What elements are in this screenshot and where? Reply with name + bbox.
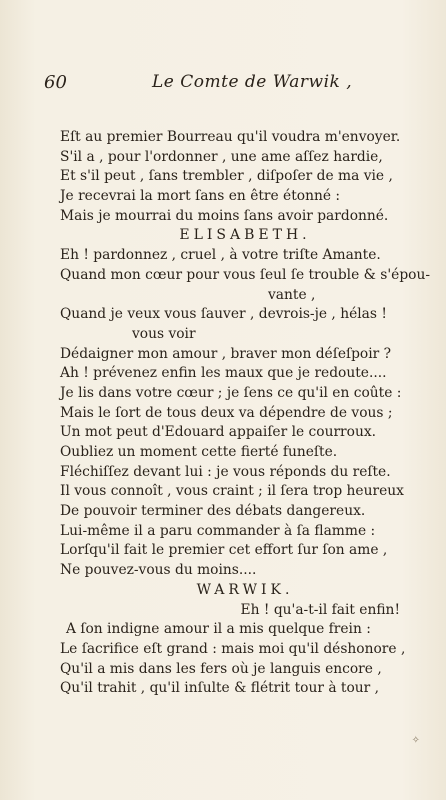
running-title: Le Comte de Warwik , [152,72,353,92]
page-header [44,72,404,94]
verse-line-continuation: vante , [268,286,316,303]
verse-line: Dédaigner mon amour , braver mon déſeſpoir ? [60,345,392,362]
speaker-name: WARWIK. [196,581,294,598]
verse-line: Qu'il trahit , qu'il inſulte & flétrit tour à tour , [60,680,380,697]
verse-line: Le ſacrifice eſt grand : mais moi qu'il déshonore , [60,640,406,657]
verse-line: A ſon indigne amour il a mis quelque frein : [66,621,371,638]
verse-line: Eſt au premier Bourreau qu'il voudra m'envoyer. [60,129,401,145]
verse-line-continuation: vous voir [132,325,196,342]
verse-line: Je lis dans votre cœur ; je ſens ce qu'il en coûte : [60,384,402,401]
verse-line: Fléchiſſez devant lui : je vous réponds du reſte. [60,463,391,480]
page-number: 60 [44,72,67,93]
verse-line: S'il a , pour l'ordonner , une ame aſſez hardie, [60,148,383,165]
verse-line: Mais je mourrai du moins ſans avoir pardonné. [60,207,389,224]
verse-line: Quand je veux vous ſauver , devrois-je , hélas ! [60,306,387,323]
verse-line: Mais le ſort de tous deux va dépendre de vous ; [60,404,393,421]
verse-line: De pouvoir terminer des débats dangereux. [60,503,366,520]
ink-mark: ✧ [411,735,420,746]
verse-line: Ah ! prévenez enfin les maux que je redoute.... [60,365,387,382]
verse-line: Un mot peut d'Edouard appaiſer le courroux. [60,424,377,441]
verse-line: Eh ! qu'a-t-il fait enfin! [240,601,400,618]
speaker-name: ELISABETH. [179,227,311,244]
verse-line: Je recevrai la mort ſans en être étonné : [60,188,341,205]
verse-line: Et s'il peut , ſans trembler , diſpoſer de ma vie , [60,168,393,185]
verse-line: Quand mon cœur pour vous ſeul ſe trouble & s'épou- [60,266,431,283]
verse-line: Il vous connoît , vous craint ; il ſera trop heureux [60,483,404,500]
verse-line: Eh ! pardonnez , cruel , à votre triſte Amante. [60,247,381,264]
verse-line: Lorſqu'il fait le premier cet effort ſur ſon ame , [60,542,388,559]
verse-line: Lui-même il a paru commander à ſa flamme : [60,522,376,539]
verse-text [60,128,431,699]
verse-line: Qu'il a mis dans les fers où je languis encore , [60,660,382,677]
verse-line: Oubliez un moment cette fierté funeſte. [60,444,338,460]
verse-line: Ne pouvez-vous du moins.... [60,562,257,579]
